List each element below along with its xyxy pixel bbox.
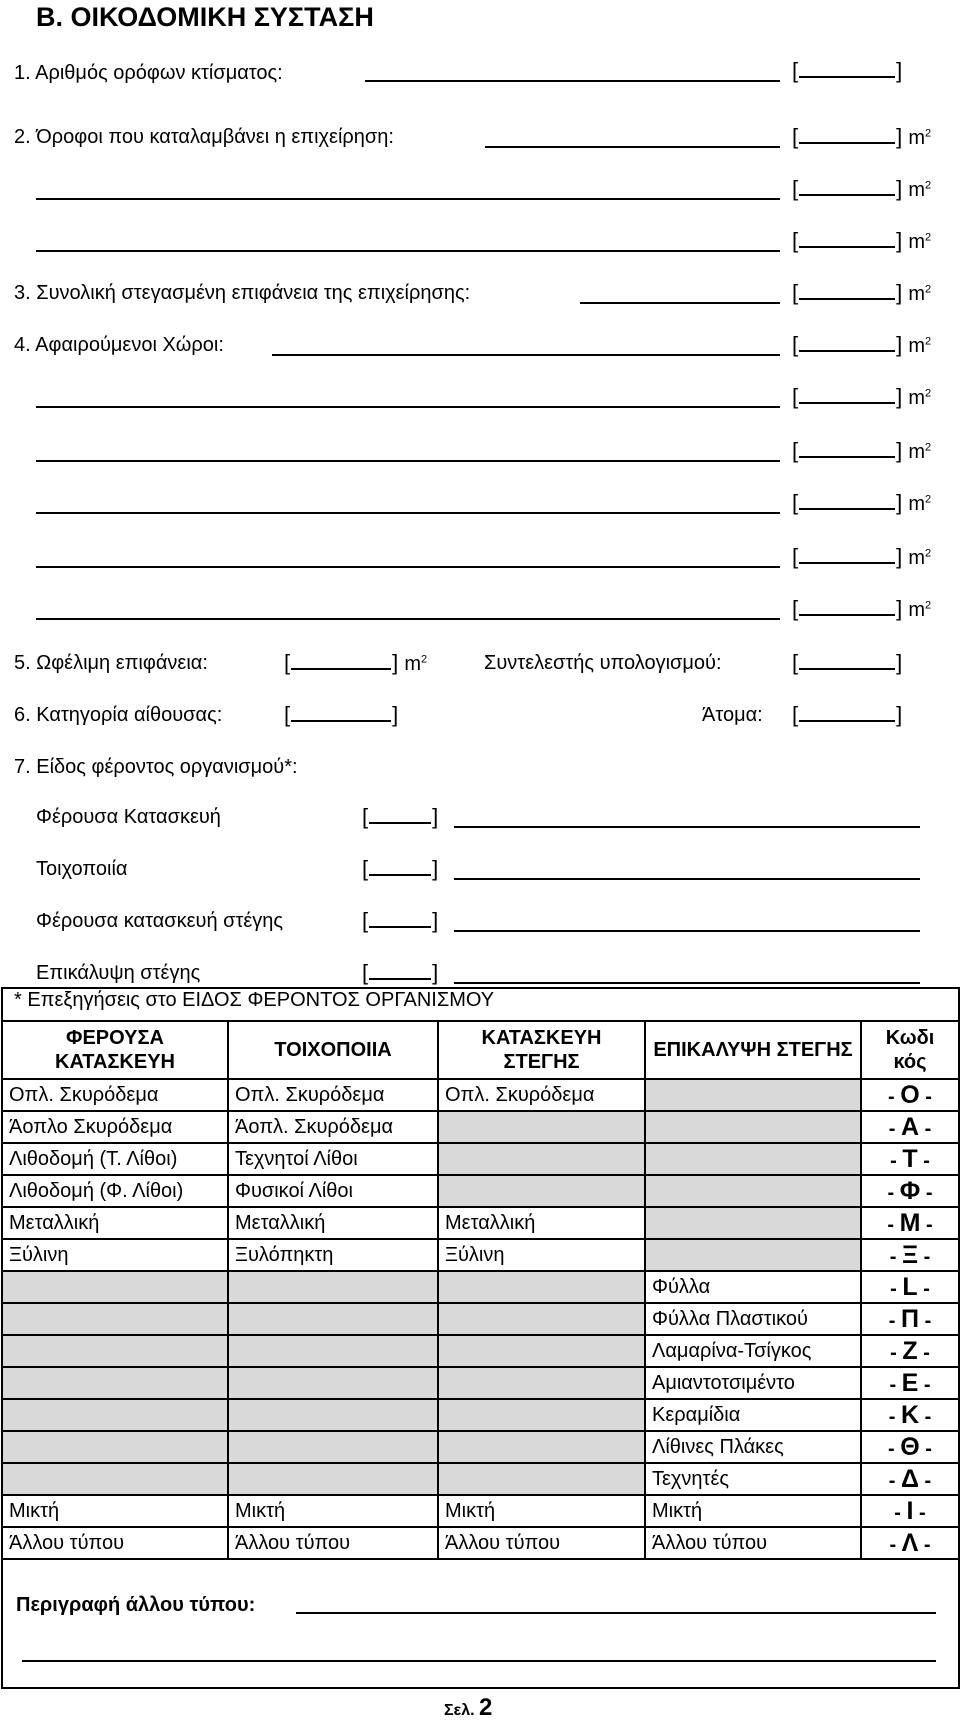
bracket-close: ] xyxy=(896,650,903,675)
bracket-open: [ xyxy=(284,650,291,675)
legend-code-letter: Ι xyxy=(906,1496,914,1525)
bracket-open: [ xyxy=(792,544,799,569)
legend-cell: Μικτή xyxy=(228,1495,438,1527)
structure-description-line[interactable] xyxy=(454,826,920,828)
legend-header: ΤΟΙΧΟΠΟΙΙΑ xyxy=(228,1021,438,1079)
question-5-label: 5. Ωφέλιμη επιφάνεια: xyxy=(14,652,208,674)
legend-cell xyxy=(645,1079,861,1111)
legend-code-letter: Α xyxy=(900,1112,920,1141)
legend-code-letter: Ο xyxy=(900,1080,920,1109)
legend-code: - Δ - xyxy=(861,1463,959,1495)
structure-description-line[interactable] xyxy=(454,982,920,984)
legend-code: - Z - xyxy=(861,1335,959,1367)
area-box-q4-5[interactable] xyxy=(792,544,931,570)
bracket-open: [ xyxy=(792,650,799,675)
legend-cell xyxy=(645,1207,861,1239)
structure-code-box[interactable] xyxy=(362,908,438,934)
area-box-q4-3[interactable] xyxy=(792,438,931,464)
bracket-close: ] xyxy=(896,58,903,83)
legend-cell xyxy=(438,1335,645,1367)
area-box-q4-4[interactable] xyxy=(792,490,931,516)
legend-cell: Αμιαντοτσιμέντο xyxy=(645,1367,861,1399)
legend-code-letter: Λ xyxy=(901,1528,919,1557)
legend-cell xyxy=(438,1303,645,1335)
question-7-label: 7. Είδος φέροντος οργανισμού*: xyxy=(14,756,298,778)
legend-cell xyxy=(438,1175,645,1207)
hall-category-box[interactable] xyxy=(284,702,398,728)
legend-cell xyxy=(228,1335,438,1367)
legend-cell: Άλλου τύπου xyxy=(228,1527,438,1559)
legend-code: - Ε - xyxy=(861,1367,959,1399)
legend-cell: Φύλλα xyxy=(645,1271,861,1303)
bracket-open: [ xyxy=(284,702,291,727)
legend-cell: Τεχνητοί Λίθοι xyxy=(228,1143,438,1175)
bracket-open: [ xyxy=(792,58,799,83)
legend-cell xyxy=(2,1399,228,1431)
legend-row xyxy=(2,1399,959,1431)
legend-cell xyxy=(438,1143,645,1175)
other-type-description-line-1[interactable] xyxy=(296,1612,936,1614)
legend-cell: Ξύλινη xyxy=(438,1239,645,1271)
legend-row xyxy=(2,1335,959,1367)
area-box-q4-6[interactable] xyxy=(792,596,931,622)
legend-code-letter: Δ xyxy=(901,1464,919,1493)
bracket-close: ] xyxy=(896,384,903,409)
area-box-q2-1[interactable] xyxy=(792,124,931,150)
structure-code-box[interactable] xyxy=(362,960,438,986)
legend-cell xyxy=(2,1431,228,1463)
unit-m2: $m^2$ xyxy=(908,179,932,201)
legend-code-letter: L xyxy=(902,1272,918,1301)
page-number xyxy=(444,1694,492,1722)
area-box-q2-3[interactable] xyxy=(792,228,931,254)
legend-cell: Ξύλινη xyxy=(2,1239,228,1271)
legend-cell: Κεραμίδια xyxy=(645,1399,861,1431)
bracket-close: ] xyxy=(896,176,903,201)
legend-cell: Φύλλα Πλαστικού xyxy=(645,1303,861,1335)
floors-count-box[interactable] xyxy=(792,58,902,84)
legend-code: - Θ - xyxy=(861,1431,959,1463)
structure-row-label: Φέρουσα κατασκευή στέγης xyxy=(36,910,284,932)
bracket-close: ] xyxy=(896,596,903,621)
legend-header: ΕΠΙΚΑΛΥΨΗ ΣΤΕΓΗΣ xyxy=(645,1021,861,1079)
question-3-label: 3. Συνολική στεγασμένη επιφάνεια της επιχείρησης: xyxy=(14,282,471,304)
legend-caption: * Επεξηγήσεις στο ΕΙΔΟΣ ΦΕΡΟΝΤΟΣ ΟΡΓΑΝΙΣΜΟΥ xyxy=(14,989,495,1011)
legend-table xyxy=(1,1020,960,1560)
bracket-close: ] xyxy=(896,280,903,305)
area-box-q4-2[interactable] xyxy=(792,384,931,410)
legend-cell xyxy=(438,1111,645,1143)
legend-cell: Μικτή xyxy=(2,1495,228,1527)
legend-code: - Ξ - xyxy=(861,1239,959,1271)
legend-cell: Τεχνητές xyxy=(645,1463,861,1495)
bracket-close: ] xyxy=(896,490,903,515)
structure-row-label: Τοιχοποιία xyxy=(36,858,128,880)
unit-m2: $m^2$ xyxy=(908,335,932,357)
legend-cell: Φυσικοί Λίθοι xyxy=(228,1175,438,1207)
legend-cell: Άοπλ. Σκυρόδεμα xyxy=(228,1111,438,1143)
legend-cell xyxy=(228,1463,438,1495)
legend-header: Κωδι κός xyxy=(861,1021,959,1079)
structure-row-label: Φέρουσα Κατασκευή xyxy=(36,806,221,828)
legend-row xyxy=(2,1367,959,1399)
legend-row xyxy=(2,1463,959,1495)
legend-code: - Ι - xyxy=(861,1495,959,1527)
bracket-open: [ xyxy=(792,490,799,515)
legend-row xyxy=(2,1303,959,1335)
legend-cell: Μεταλλική xyxy=(228,1207,438,1239)
deducted-space-line-1[interactable] xyxy=(272,354,780,356)
legend-cell xyxy=(2,1271,228,1303)
bracket-open: [ xyxy=(792,596,799,621)
legend-cell: Ξυλόπηκτη xyxy=(228,1239,438,1271)
legend-cell xyxy=(438,1431,645,1463)
legend-row xyxy=(2,1207,959,1239)
legend-code-letter: Φ xyxy=(899,1176,921,1205)
deducted-space-line-3[interactable] xyxy=(36,460,780,462)
legend-cell: Λίθινες Πλάκες xyxy=(645,1431,861,1463)
bracket-close: ] xyxy=(896,124,903,149)
legend-cell xyxy=(2,1303,228,1335)
unit-m2: $m^2$ xyxy=(404,653,428,675)
legend-code-letter: Z xyxy=(902,1336,918,1365)
floors-occupied-line[interactable] xyxy=(485,146,780,148)
bracket-open: [ xyxy=(792,702,799,727)
legend-cell xyxy=(645,1143,861,1175)
floors-occupied-line-3[interactable] xyxy=(36,250,780,252)
covered-area-line[interactable] xyxy=(580,302,780,304)
legend-code-letter: Ε xyxy=(901,1368,919,1397)
bracket-open: [ xyxy=(792,438,799,463)
legend-header: ΦΕΡΟΥΣΑ ΚΑΤΑΣΚΕΥΗ xyxy=(2,1021,228,1079)
legend-row xyxy=(2,1495,959,1527)
unit-m2: $m^2$ xyxy=(908,283,932,305)
page-prefix: Σελ. xyxy=(444,1702,475,1719)
legend-code-letter: Τ xyxy=(902,1144,918,1173)
legend-cell xyxy=(228,1399,438,1431)
legend-cell: Οπλ. Σκυρόδεμα xyxy=(438,1079,645,1111)
bracket-open: [ xyxy=(792,228,799,253)
legend-cell: Μικτή xyxy=(645,1495,861,1527)
bracket-open: [ xyxy=(792,384,799,409)
legend-row xyxy=(2,1527,959,1559)
bracket-close: ] xyxy=(896,702,903,727)
legend-cell: Άλλου τύπου xyxy=(645,1527,861,1559)
legend-code-letter: Θ xyxy=(900,1432,920,1461)
legend-cell: Οπλ. Σκυρόδεμα xyxy=(2,1079,228,1111)
bracket-open: [ xyxy=(792,124,799,149)
legend-code: - Α - xyxy=(861,1111,959,1143)
area-box-q4-1[interactable] xyxy=(792,332,931,358)
legend-cell: Λαμαρίνα-Τσίγκος xyxy=(645,1335,861,1367)
bracket-open: [ xyxy=(362,856,369,881)
legend-cell: Άοπλο Σκυρόδεμα xyxy=(2,1111,228,1143)
legend-code-letter: Κ xyxy=(900,1400,920,1429)
deducted-space-line-4[interactable] xyxy=(36,512,780,514)
legend-cell: Άλλου τύπου xyxy=(2,1527,228,1559)
useful-area-box[interactable] xyxy=(284,650,427,676)
legend-code: - Τ - xyxy=(861,1143,959,1175)
legend-code: - Φ - xyxy=(861,1175,959,1207)
floors-answer-line[interactable] xyxy=(365,80,780,82)
bracket-close: ] xyxy=(432,856,439,881)
bracket-open: [ xyxy=(362,960,369,985)
legend-cell: Άλλου τύπου xyxy=(438,1527,645,1559)
unit-m2: $m^2$ xyxy=(908,493,932,515)
legend-cell xyxy=(438,1399,645,1431)
bracket-close: ] xyxy=(392,702,399,727)
unit-m2: $m^2$ xyxy=(908,387,932,409)
legend-cell xyxy=(438,1463,645,1495)
legend-cell xyxy=(228,1367,438,1399)
legend-code-letter: Ξ xyxy=(901,1240,919,1269)
legend-cell: Μεταλλική xyxy=(2,1207,228,1239)
legend-code: - Μ - xyxy=(861,1207,959,1239)
legend-cell xyxy=(2,1367,228,1399)
other-type-description-label: Περιγραφή άλλου τύπου: xyxy=(16,1594,256,1616)
bracket-open: [ xyxy=(792,332,799,357)
bracket-close: ] xyxy=(896,438,903,463)
legend-code: - L - xyxy=(861,1271,959,1303)
calculation-coefficient-label: Συντελεστής υπολογισμού: xyxy=(484,652,722,674)
question-4-label: 4. Αφαιρούμενοι Χώροι: xyxy=(14,334,224,356)
structure-description-line[interactable] xyxy=(454,930,920,932)
area-box-q3[interactable] xyxy=(792,280,931,306)
legend-cell: Μεταλλική xyxy=(438,1207,645,1239)
legend-row xyxy=(2,1079,959,1111)
legend-row xyxy=(2,1111,959,1143)
legend-cell: Οπλ. Σκυρόδεμα xyxy=(228,1079,438,1111)
unit-m2: $m^2$ xyxy=(908,127,932,149)
question-6-label: 6. Κατηγορία αίθουσας: xyxy=(14,704,223,726)
unit-m2: $m^2$ xyxy=(908,231,932,253)
area-box-q2-2[interactable] xyxy=(792,176,931,202)
legend-code-letter: Π xyxy=(900,1304,920,1333)
legend-cell: Λιθοδομή (Τ. Λίθοι) xyxy=(2,1143,228,1175)
question-1-label: 1. Αριθμός ορόφων κτίσματος: xyxy=(14,62,283,84)
unit-m2: $m^2$ xyxy=(908,599,932,621)
persons-box[interactable] xyxy=(792,702,902,728)
deducted-space-line-2[interactable] xyxy=(36,406,780,408)
page-number-value: 2 xyxy=(479,1694,493,1721)
question-2-label: 2. Όροφοι που καταλαμβάνει η επιχείρηση: xyxy=(14,126,394,148)
legend-code-letter: Μ xyxy=(899,1208,921,1237)
section-title: Β. ΟΙΚΟΔΟΜΙΚΗ ΣΥΣΤΑΣΗ xyxy=(36,2,374,32)
legend-cell xyxy=(645,1175,861,1207)
legend-header-row xyxy=(2,1021,959,1079)
persons-label: Άτομα: xyxy=(702,704,763,726)
deducted-space-line-6[interactable] xyxy=(36,618,780,620)
structure-code-box[interactable] xyxy=(362,804,438,830)
other-type-description-line-2[interactable] xyxy=(22,1660,936,1662)
legend-cell xyxy=(438,1367,645,1399)
legend-code: - Κ - xyxy=(861,1399,959,1431)
legend-row xyxy=(2,1431,959,1463)
unit-m2: $m^2$ xyxy=(908,441,932,463)
bracket-open: [ xyxy=(362,908,369,933)
legend-cell xyxy=(2,1335,228,1367)
bracket-open: [ xyxy=(792,280,799,305)
structure-row-label: Επικάλυψη στέγης xyxy=(36,962,201,984)
bracket-open: [ xyxy=(362,804,369,829)
bracket-close: ] xyxy=(432,908,439,933)
legend-row xyxy=(2,1239,959,1271)
bracket-close: ] xyxy=(896,332,903,357)
legend-code: - Λ - xyxy=(861,1527,959,1559)
legend-row xyxy=(2,1175,959,1207)
unit-m2: $m^2$ xyxy=(908,547,932,569)
legend-cell xyxy=(2,1463,228,1495)
bracket-close: ] xyxy=(896,544,903,569)
legend-cell xyxy=(228,1303,438,1335)
bracket-close: ] xyxy=(432,804,439,829)
legend-cell xyxy=(645,1111,861,1143)
legend-row xyxy=(2,1271,959,1303)
bracket-close: ] xyxy=(392,650,399,675)
coefficient-box[interactable] xyxy=(792,650,902,676)
deducted-space-line-5[interactable] xyxy=(36,566,780,568)
legend-cell xyxy=(228,1431,438,1463)
floors-occupied-line-2[interactable] xyxy=(36,198,780,200)
legend-cell: Λιθοδομή (Φ. Λίθοι) xyxy=(2,1175,228,1207)
legend-cell xyxy=(645,1239,861,1271)
legend-cell xyxy=(228,1271,438,1303)
legend-cell xyxy=(438,1271,645,1303)
bracket-close: ] xyxy=(432,960,439,985)
legend-cell: Μικτή xyxy=(438,1495,645,1527)
legend-code: - Ο - xyxy=(861,1079,959,1111)
structure-code-box[interactable] xyxy=(362,856,438,882)
legend-header: ΚΑΤΑΣΚΕΥΗ ΣΤΕΓΗΣ xyxy=(438,1021,645,1079)
structure-description-line[interactable] xyxy=(454,878,920,880)
bracket-open: [ xyxy=(792,176,799,201)
legend-row xyxy=(2,1143,959,1175)
legend-code: - Π - xyxy=(861,1303,959,1335)
bracket-close: ] xyxy=(896,228,903,253)
